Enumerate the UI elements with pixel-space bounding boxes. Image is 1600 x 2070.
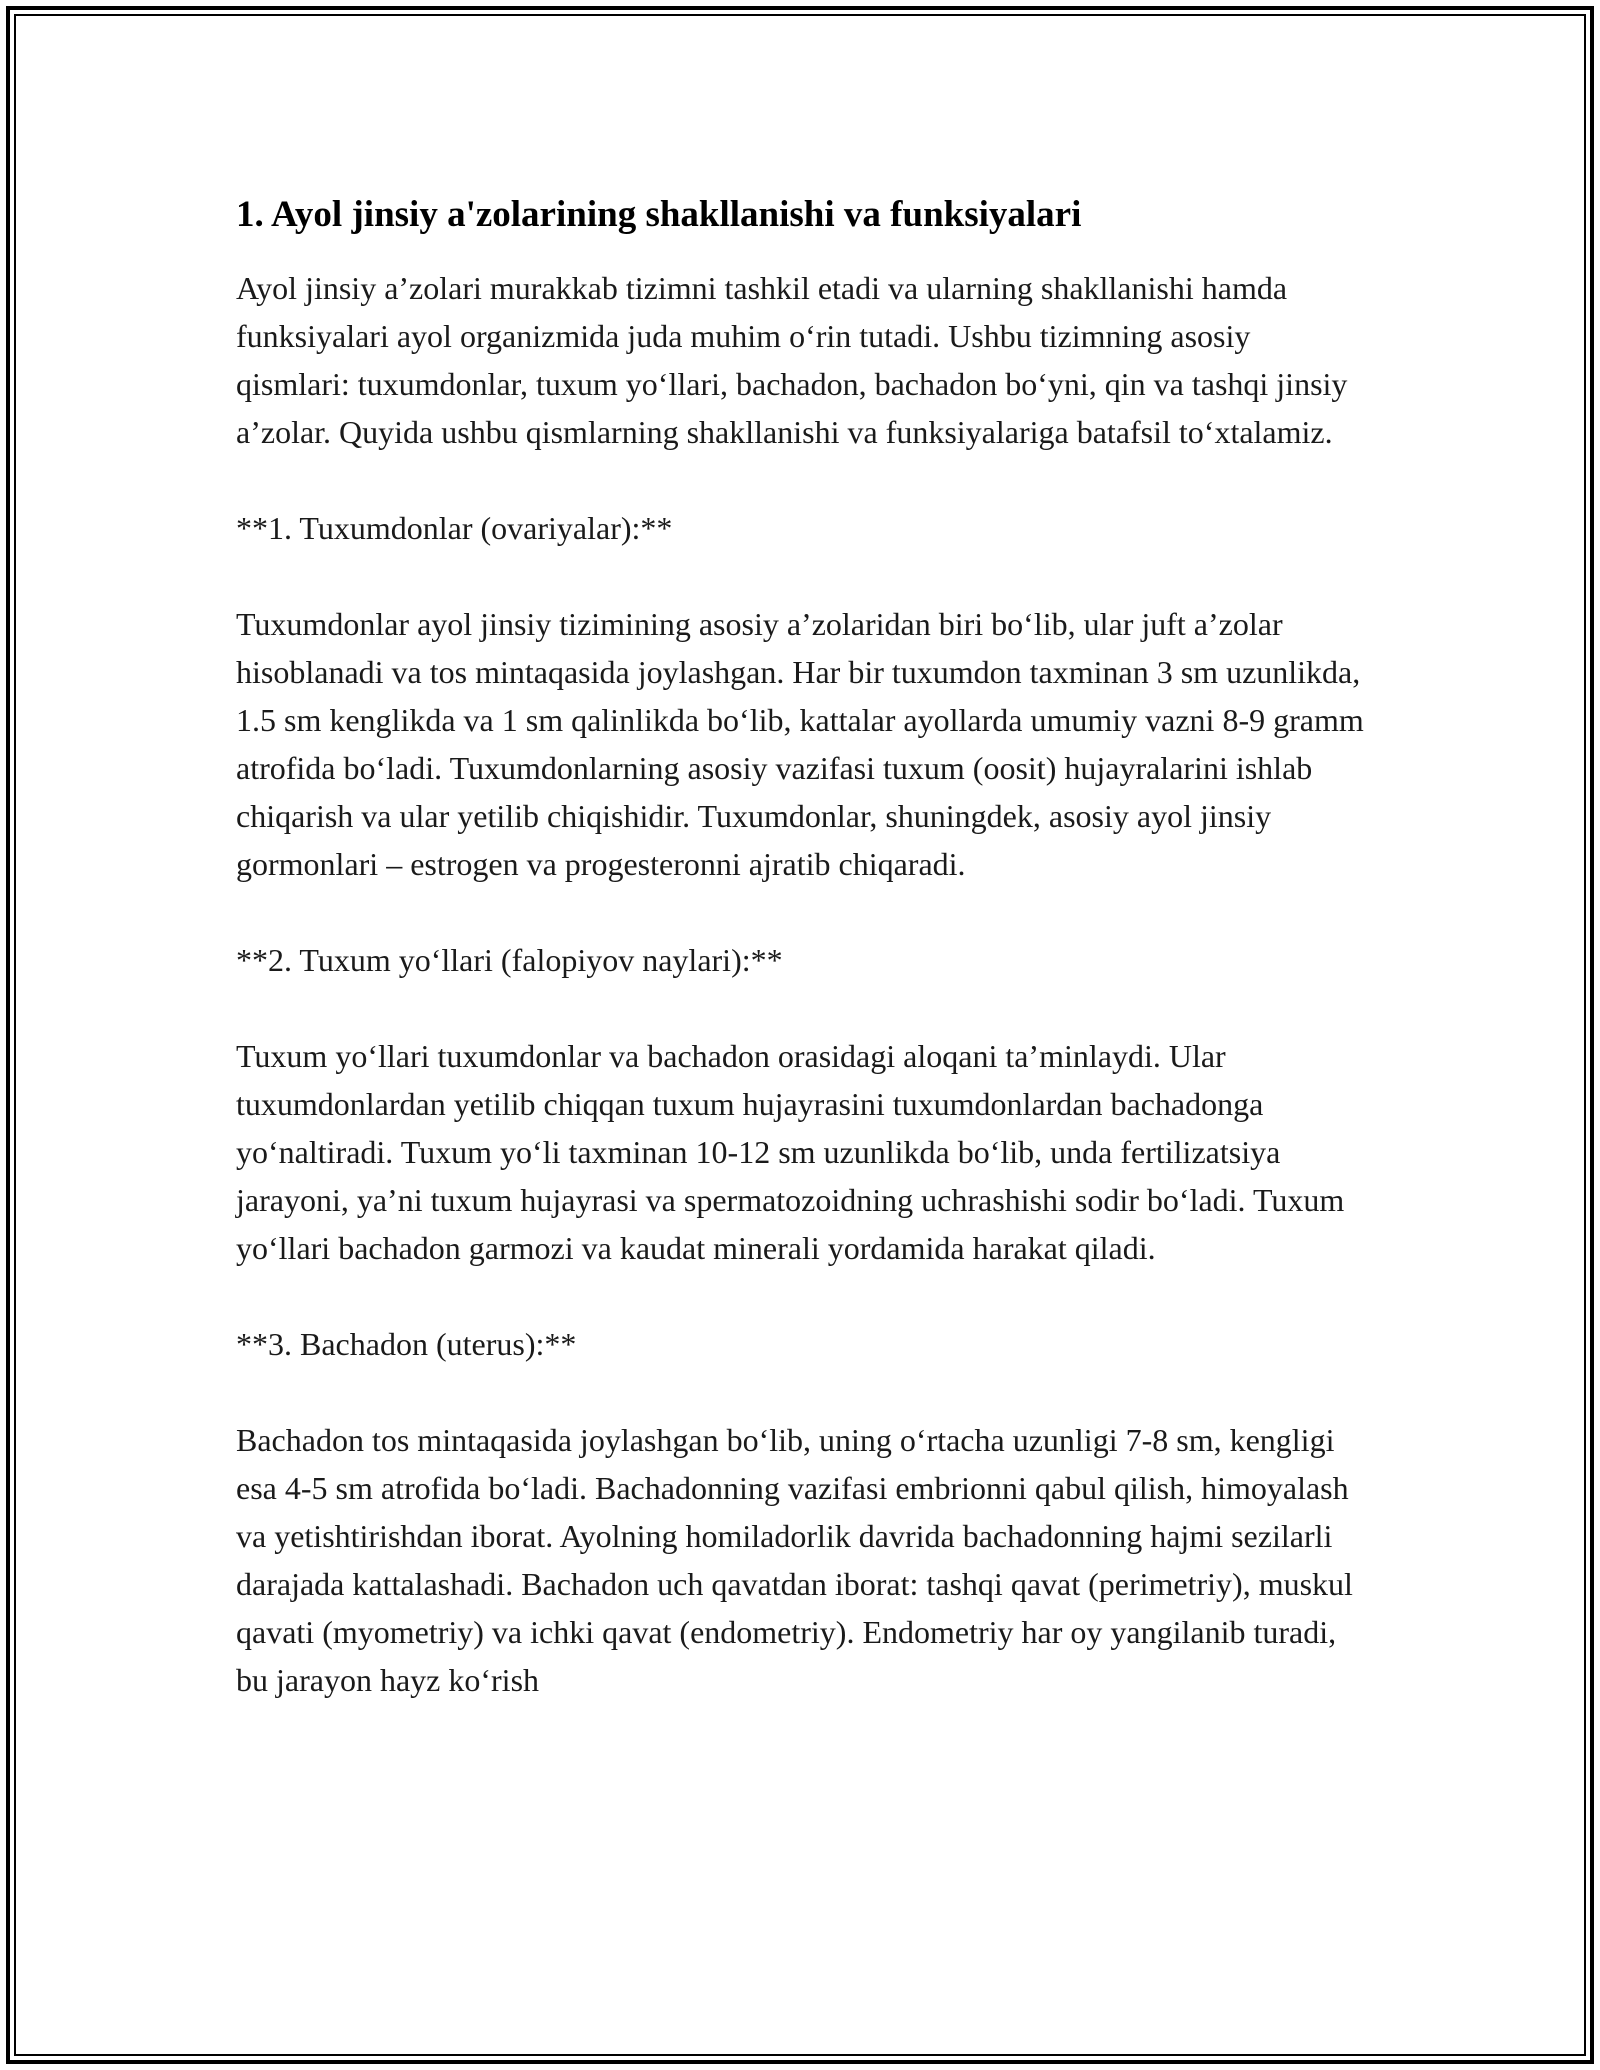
bachadon-paragraph: Bachadon tos mintaqasida joylashgan bo‘lib, uning o‘rtacha uzunligi 7-8 sm, kengligi esa 4-5 sm atrofida bo‘ladi. Bachadonning vazifasi embrionni qabul qilish, himoyalash va yetishtirishdan iborat. Ayolning homiladorlik davrida bachadonning hajmi sezilarli darajada kattalashadi. Bachadon uch qavatdan iborat: tashqi qavat (perimetriy), muskul qavati (myometriy) va ichki qavat (endometriy). Endometriy har oy yangilanib turadi, bu jarayon hayz ko‘rish: [236, 1422, 1353, 1698]
document-title: 1. Ayol jinsiy a'zolarining shakllanishi va funksiyalari: [236, 194, 1082, 235]
tuxum-yollari-paragraph: Tuxum yo‘llari tuxumdonlar va bachadon orasidagi aloqani ta’minlaydi. Ular tuxumdonlardan yetilib chiqqan tuxum hujayrasini tuxumdonlardan bachadonga yo‘naltiradi. Tuxum yo‘li taxminan 10-12 sm uzunlikda bo‘lib, unda fertilizatsiya jarayoni, ya’ni tuxum hujayrasi va spermatozoidning uchrashishi sodir bo‘ladi. Tuxum yo‘llari bachadon garmozi va kaudat minerali yordamida harakat qiladi.: [236, 1038, 1345, 1266]
document-body: [236, 188, 1366, 1704]
section-heading-bachadon: **3. Bachadon (uterus):**: [236, 1326, 577, 1362]
intro-paragraph: Ayol jinsiy a’zolari murakkab tizimni tashkil etadi va ularning shakllanishi hamda funksiyalari ayol organizmida juda muhim o‘rin tutadi. Ushbu tizimning asosiy qismlari: tuxumdonlar, tuxum yo‘llari, bachadon, bachadon bo‘yni, qin va tashqi jinsiy a’zolar. Quyida ushbu qismlarning shakllanishi va funksiyalariga batafsil to‘xtalamiz.: [236, 270, 1348, 450]
tuxumdonlar-paragraph: Tuxumdonlar ayol jinsiy tizimining asosiy a’zolaridan biri bo‘lib, ular juft a’zolar hisoblanadi va tos mintaqasida joylashgan. Har bir tuxumdon taxminan 3 sm uzunlikda, 1.5 sm kenglikda va 1 sm qalinlikda bo‘lib, kattalar ayollarda umumiy vazni 8-9 gramm atrofida bo‘ladi. Tuxumdonlarning asosiy vazifasi tuxum (oosit) hujayralarini ishlab chiqarish va ular yetilib chiqishidir. Tuxumdonlar, shuningdek, asosiy ayol jinsiy gormonlari – estrogen va progesteronni ajratib chiqaradi.: [236, 606, 1364, 882]
section-heading-tuxumdonlar: **1. Tuxumdonlar (ovariyalar):**: [236, 510, 673, 546]
section-heading-tuxum-yollari: **2. Tuxum yo‘llari (falopiyov naylari):**: [236, 942, 783, 978]
